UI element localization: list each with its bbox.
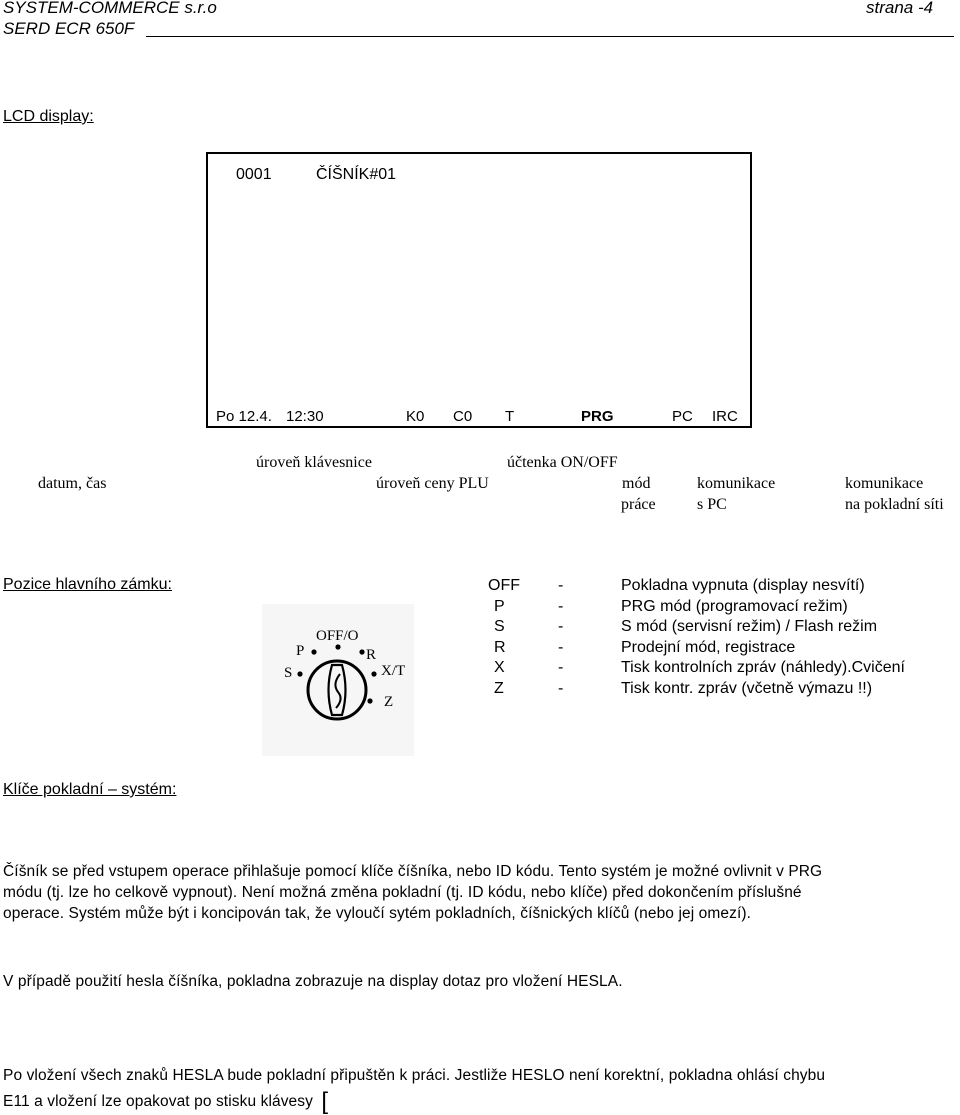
lock-position-desc: Tisk kontrolních zpráv (náhledy).Cvičení [621,659,905,676]
final-paragraph-text: E11 a vložení lze opakovat po stisku klávesy [3,1093,313,1110]
header-rule [146,36,954,37]
dial-xt-label: X/T [381,663,406,679]
lock-position-key: Z [494,679,504,697]
lock-position-key: OFF [488,577,520,594]
lcd-counter: 0001 [236,166,272,183]
dial-z-label: Z [384,694,394,710]
lcd-plu-level: C0 [453,408,473,425]
dial-p-label: P [296,643,305,659]
lock-position-desc: Prodejní mód, registrace [621,638,796,656]
legend-comm-pc-2: s PC [697,496,727,513]
lock-position-key: P [494,597,505,615]
lcd-user: ČÍŠNÍK#01 [316,166,397,183]
key-symbol: [ [321,1088,329,1115]
keys-paragraph [3,861,822,924]
password-note: V případě použití hesla číšníka, pokladna zobrazuje na display dotaz pro vložení HESLA. [3,973,623,990]
lcd-heading: LCD display: [3,108,94,125]
dial-off-label: OFF/O [316,628,359,644]
dial-r-label: R [366,647,377,663]
lcd-time: 12:30 [286,408,324,425]
legend-datetime: datum, čas [38,475,107,492]
lcd-pc: PC [672,408,693,425]
legend-comm-pc-1: komunikace [697,475,776,492]
lcd-display [206,152,752,428]
keys-paragraph-line: Číšník se před vstupem operace přihlašuje pomocí klíče číšníka, nebo ID kódu. Tento systém je možné ovlivnit v PRG [3,863,823,880]
legend-plu-level: úroveň ceny PLU [376,475,489,492]
lcd-mode: PRG [581,408,614,425]
legend-comm-net-1: komunikace [845,475,924,492]
legend-comm-net-2: na pokladní síti [845,496,944,513]
lock-position-desc: Tisk kontr. zpráv (včetně výmazu !!) [621,679,873,697]
lock-position-desc: S mód (servisní režim) / Flash režim [621,618,878,635]
lock-position-dash: - [558,679,564,697]
keys-paragraph-line: módu (tj. lze ho celkově vypnout). Není možná změna pokladní (tj. ID kódu, nebo klíče) před dokončením příslušné [3,884,802,901]
dial-s-label: S [284,665,293,681]
lock-position-key: X [494,659,505,676]
model-name: SERD ECR 650F [3,19,135,38]
lock-position-desc: Pokladna vypnuta (display nesvítí) [621,577,865,594]
final-paragraph-line: Po vložení všech znaků HESLA bude pokladní připuštěn k práci. Jestliže HESLO není korektní, pokladna ohlásí chybu [3,1067,826,1084]
legend-mode-2: práce [621,496,656,513]
lock-heading: Pozice hlavního zámku: [3,576,172,593]
company-name: SYSTEM-COMMERCE s.r.o [3,0,217,17]
lock-position-dash: - [558,618,564,635]
lock-position-dash: - [558,638,564,656]
lock-position-dash: - [558,577,564,594]
lock-dial-image [262,604,414,756]
lcd-receipt: T [505,408,515,425]
legend-mode-1: mód [622,475,651,492]
lock-position-key: R [494,638,506,656]
lock-position-desc: PRG mód (programovací režim) [621,597,848,615]
final-paragraph [3,1063,825,1115]
lock-position-key: S [494,618,505,635]
legend-receipt: účtenka ON/OFF [507,454,618,471]
lcd-keyboard-level: K0 [406,408,425,425]
keys-paragraph-line: operace. Systém může být i koncipován tak, že vyloučí sytém pokladních, číšnických klíčů (nebo jej omezí). [3,905,752,922]
legend-keyboard-level: úroveň klávesnice [256,454,372,471]
lcd-irc: IRC [712,408,738,425]
lock-position-dash: - [558,659,564,676]
keys-heading: Klíče pokladní – systém: [3,781,177,798]
lock-position-dash: - [558,597,564,615]
lcd-date: Po 12.4. [216,408,272,425]
page-number: strana -4 [866,0,934,17]
final-paragraph-line [3,1089,825,1115]
